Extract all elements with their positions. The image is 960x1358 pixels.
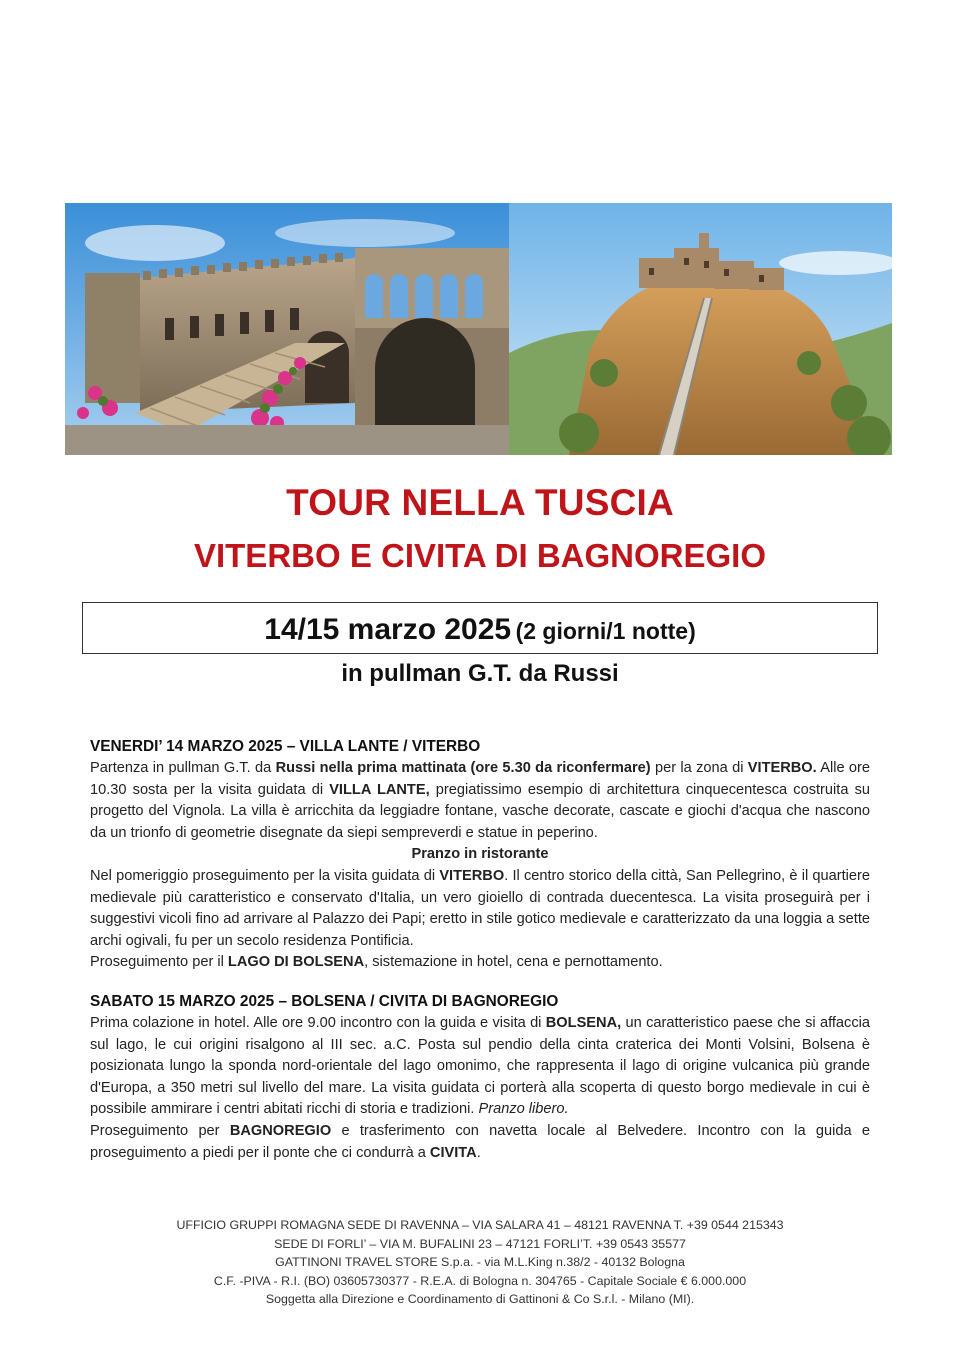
footer-legal: C.F. -PIVA - R.I. (BO) 03605730377 - R.E.A. di Bologna n. 304765 - Capitale Sociale € 6.000.000 (213, 1273, 747, 1288)
footer-company: GATTINONI TRAVEL STORE S.p.a. - via M.L.King n.38/2 - 40132 Bologna (275, 1255, 685, 1269)
footer-direction: Soggetta alla Direzione e Coordinamento di Gattinoni & Co S.r.l. - Milano (MI). (265, 1292, 695, 1306)
day2-paragraph-afternoon: Proseguimento per BAGNOREGIO e trasferimento con navetta locale al Belvedere. Incontro con la guida e proseguimento a piedi per il ponte che ci condurrà a CIVITA. (90, 1122, 870, 1161)
civita-di-bagnoregio-photo (509, 203, 892, 455)
day1-paragraph-afternoon: Nel pomeriggio proseguimento per la visita guidata di VITERBO. Il centro storico della città, San Pellegrino, è il quartiere medievale più caratteristico e conservato d'Italia, un vero gioiello di contrada duecentesca. La visita proseguirà per i suggestivi vicoli fino ad arrivare al Palazzo dei Papi; eretto in stile gotico medievale e caratterizzato da una loggia a sette archi ogivali, fu per un secolo residenza Pontificia. (90, 867, 871, 949)
tour-subtitle: VITERBO E CIVITA DI BAGNOREGIO (193, 537, 767, 574)
day2-heading: SABATO 15 MARZO 2025 – BOLSENA / CIVITA DI BAGNOREGIO (90, 993, 559, 1010)
tour-title: TOUR NELLA TUSCIA (286, 482, 674, 523)
day1-paragraph-evening: Proseguimento per il LAGO DI BOLSENA, sistemazione in hotel, cena e pernottamento. (90, 954, 663, 971)
footer-office-ravenna: UFFICIO GRUPPI ROMAGNA SEDE DI RAVENNA – VIA SALARA 41 – 48121 RAVENNA T. +39 0544 215343 (176, 1218, 784, 1232)
date-box (82, 602, 878, 654)
day1-heading: VENERDI’ 14 MARZO 2025 – VILLA LANTE / VITERBO (90, 738, 481, 755)
footer (0, 1216, 960, 1309)
day1-lunch: Pranzo in ristorante (411, 846, 549, 863)
hero-images (65, 203, 892, 455)
footer-office-forli: SEDE DI FORLI’ – VIA M. BUFALINI 23 – 47121 FORLI’T. +39 0543 35577 (274, 1236, 686, 1251)
day1-paragraph-morning: Partenza in pullman G.T. da Russi nella prima mattinata (ore 5.30 da riconfermare) per la zona di VITERBO. Alle ore 10.30 sosta per la visita guidata di VILLA LANTE, pregiatissimo esempio di architettura cinquecentesca costruita su progetto del Vignola. La villa è arricchita da leggiadre fontane, vasche decorate, cascate e giochi d'acqua che nascono da un trionfo di geometrie disegnate da siepi sempreverdi e statue in peperino. (90, 760, 871, 841)
day2-paragraph-morning: Prima colazione in hotel. Alle ore 9.00 incontro con la guida e visita di BOLSENA, un caratteristico paese che si affaccia sul lago, le cui origini risalgono al III sec. a.C. Posta sul pendio della cinta craterica dei Monti Volsini, Bolsena è posizionata lungo la sponda nord-orientale del lago omonimo, che rappresenta il lago di origine vulcanica più grande d'Europa, a 350 metri sul livello del mare. La visita guidata ci porterà alla scoperta di questo borgo medievale in cui è possibile ammirare i centri abitati ricchi di storia e tradizioni. Pranzo libero. (90, 1015, 870, 1118)
day1-section (90, 736, 870, 974)
transport-line: in pullman G.T. da Russi (341, 660, 619, 687)
day2-section (90, 991, 870, 1164)
tour-duration: (2 giorni/1 notte) (515, 618, 696, 644)
palazzo-dei-papi-photo (65, 203, 509, 455)
tour-dates: 14/15 marzo 2025 (264, 613, 512, 646)
